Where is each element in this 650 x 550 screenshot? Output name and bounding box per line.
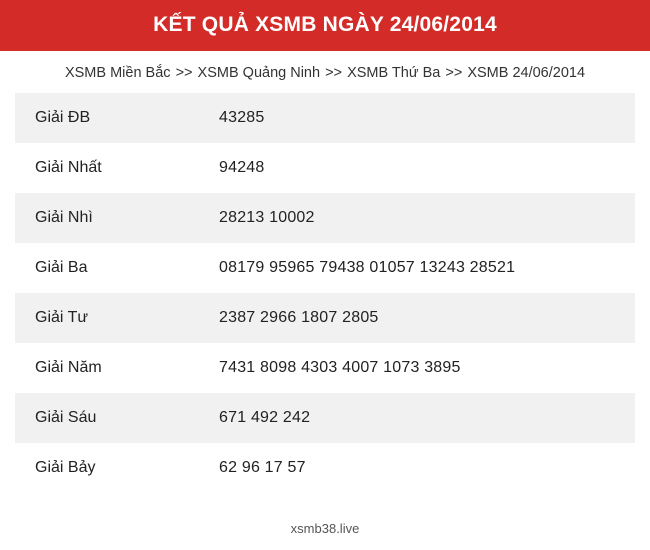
breadcrumb-separator: >> [325,65,343,82]
breadcrumb-item-region[interactable]: XSMB Miền Bắc [64,65,171,82]
table-row [15,393,635,443]
prize-label: Giải Nhất [35,159,102,177]
prize-label: Giải Nhì [15,193,215,243]
table-row [15,193,635,243]
prize-label: Giải Bảy [35,459,96,477]
table-row [15,343,635,393]
prize-label: Giải Tư [15,293,215,343]
prize-numbers: 43285 [215,93,635,143]
prize-numbers: 2387 2966 1807 2805 [215,293,635,343]
table-row [15,293,635,343]
prize-label: Giải ĐB [15,93,215,143]
breadcrumb [0,51,650,93]
prize-label: Giải Ba [35,259,88,277]
table-row [15,93,635,143]
prize-numbers: 94248 [219,159,265,177]
prize-numbers: 08179 95965 79438 01057 13243 28521 [219,259,516,277]
table-row [15,143,635,193]
table-row [15,443,635,493]
breadcrumb-item-province[interactable]: XSMB Quảng Ninh [197,65,321,82]
results-table [15,93,635,493]
site-watermark: xsmb38.live [290,521,360,536]
table-row [15,243,635,293]
prize-label: Giải Năm [35,359,102,377]
breadcrumb-item-weekday[interactable]: XSMB Thứ Ba [347,65,441,82]
prize-numbers: 62 96 17 57 [219,459,306,477]
breadcrumb-item-date[interactable]: XSMB 24/06/2014 [467,65,586,82]
breadcrumb-separator: >> [175,65,193,82]
page-title: KẾT QUẢ XSMB NGÀY 24/06/2014 [0,0,650,51]
prize-numbers: 7431 8098 4303 4007 1073 3895 [219,359,461,377]
breadcrumb-separator: >> [445,65,463,82]
prize-numbers: 28213 10002 [215,193,635,243]
prize-numbers: 671 492 242 [215,393,635,443]
prize-label: Giải Sáu [15,393,215,443]
